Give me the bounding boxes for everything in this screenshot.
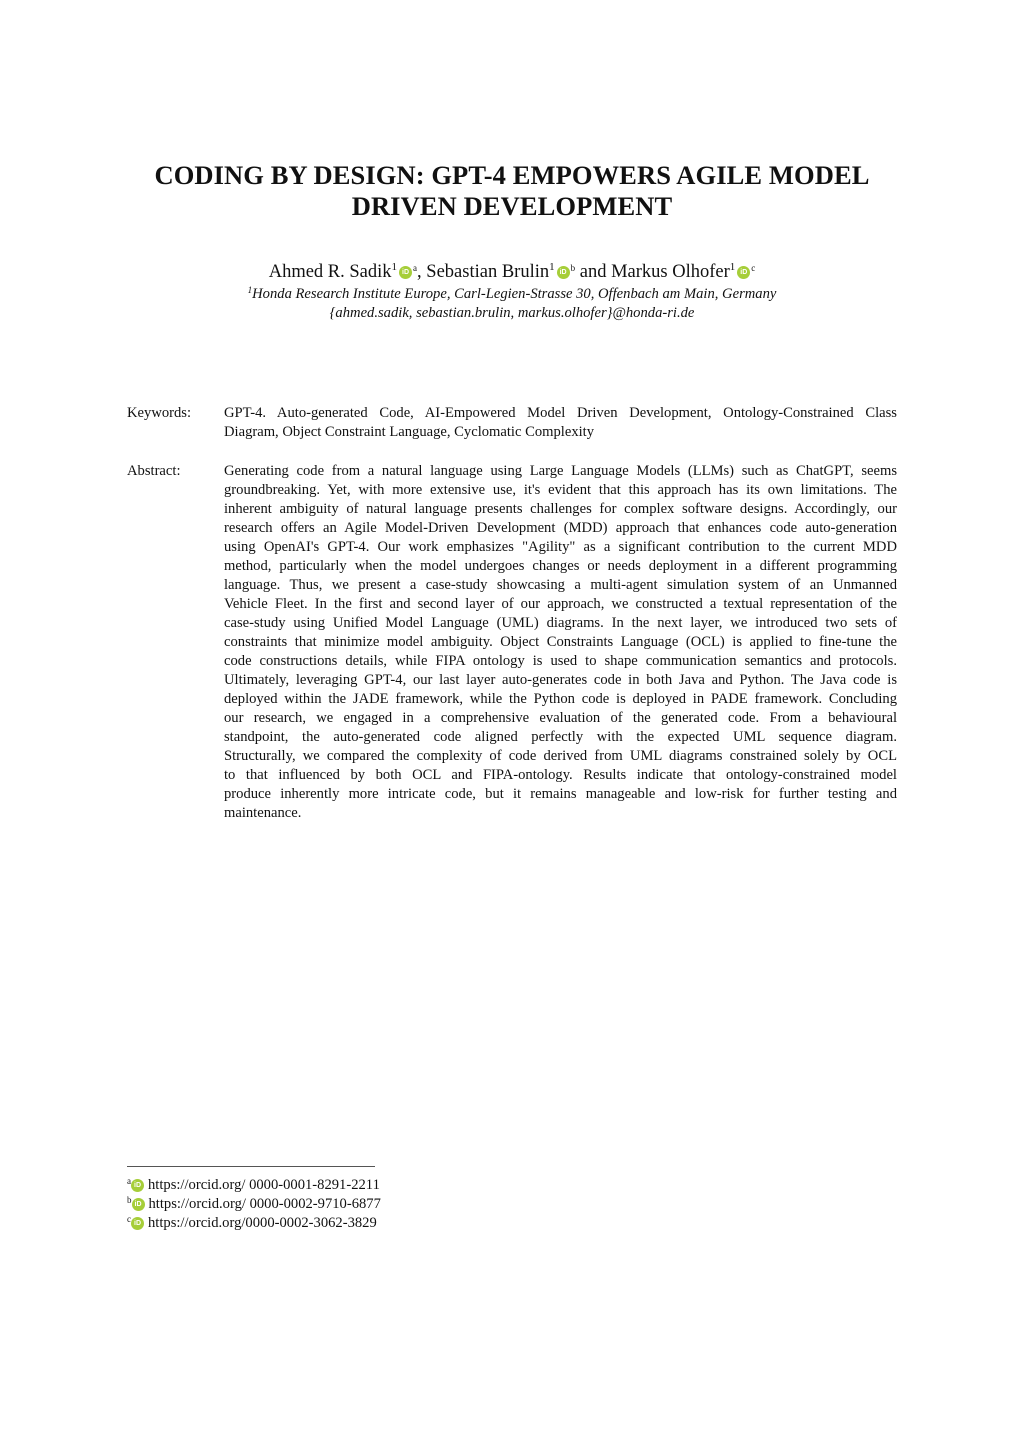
abstract-line: groundbreaking. Yet, with more extensive use, it's evident that this approach has its own limitations. The — [224, 482, 897, 498]
footnotes — [127, 1176, 381, 1233]
author-name: Markus Olhofer — [611, 262, 730, 282]
footnote-item — [127, 1195, 381, 1214]
abstract-line: to that influenced by both OCL and FIPA-ontology. Results indicate that ontology-constrained model — [224, 767, 897, 783]
footnote-item — [127, 1214, 381, 1233]
footnote-item — [127, 1176, 381, 1195]
footnote-marker: c — [751, 263, 756, 273]
affiliation-number: 1 — [247, 285, 253, 295]
orcid-icon: iD — [131, 1179, 144, 1192]
orcid-icon: iD — [132, 1198, 145, 1211]
orcid-icon[interactable]: iD — [737, 266, 750, 279]
affiliation-block — [100, 285, 924, 323]
abstract-line: our research, we engaged in a comprehensive evaluation of the generated code. From a behavioural — [224, 710, 897, 726]
keywords-line: Diagram, Object Constraint Language, Cyclomatic Complexity — [224, 424, 595, 440]
footnote-letter: a — [127, 1176, 131, 1186]
author-list — [100, 261, 924, 283]
author-separator: and — [575, 262, 612, 282]
affiliation-marker: 1 — [549, 261, 555, 273]
abstract-line: inherent ambiguity of natural language presents challenges for complex software designs. Accordingly, our — [224, 501, 897, 517]
orcid-link[interactable]: https://orcid.org/0000-0002-3062-3829 — [148, 1215, 377, 1231]
orcid-icon[interactable]: iD — [557, 266, 570, 279]
affiliation-marker: 1 — [391, 261, 398, 273]
abstract-line: Structurally, we compared the complexity of code derived from UML diagrams constrained solely by OCL — [224, 748, 897, 764]
orcid-link[interactable]: https://orcid.org/ 0000-0001-8291-2211 — [148, 1177, 380, 1193]
abstract-line: constraints that minimize model ambiguity. Object Constraints Language (OCL) is applied to fine-tune the — [224, 634, 897, 650]
footnote-marker: a — [413, 263, 418, 273]
abstract-line: maintenance. — [224, 805, 302, 821]
abstract-line: language. Thus, we present a case-study showcasing a multi-agent simulation system of an Unmanned — [224, 577, 897, 593]
author-separator: , — [417, 262, 427, 282]
affiliation-line — [100, 285, 924, 304]
footnote-letter: c — [127, 1214, 131, 1224]
orcid-icon[interactable]: iD — [399, 266, 412, 279]
abstract-line: using OpenAI's GPT-4. Our work emphasizes "Agility" as a significant contribution to the current MDD — [224, 539, 897, 555]
title-line-2: DRIVEN DEVELOPMENT — [351, 191, 673, 221]
keywords-line: GPT-4. Auto-generated Code, AI-Empowered Model Driven Development, Ontology-Constrained Class — [224, 405, 897, 421]
abstract-line: Vehicle Fleet. In the first and second layer of our approach, we constructed a textual representation of the — [224, 596, 897, 612]
author-emails: {ahmed.sadik, sebastian.brulin, markus.olhofer}@honda-ri.de — [329, 305, 695, 321]
footnote-divider — [127, 1166, 375, 1167]
abstract-line: deployed within the JADE framework, while the Python code is deployed in PADE framework. Concluding — [224, 691, 897, 707]
footnote-marker: b — [570, 263, 576, 273]
keywords-label: Keywords: — [127, 405, 192, 421]
abstract-line: code constructions details, while FIPA ontology is used to shape communication semantics and protocols. — [224, 653, 897, 669]
affiliation-text: Honda Research Institute Europe, Carl-Legien-Strasse 30, Offenbach am Main, Germany — [252, 286, 777, 302]
orcid-link[interactable]: https://orcid.org/ 0000-0002-9710-6877 — [148, 1196, 381, 1212]
keywords-text — [224, 404, 897, 442]
abstract-line: method, particularly when the model undergoes changes or needs deployment in a different programming — [224, 558, 897, 574]
abstract-text — [224, 462, 897, 823]
paper-title — [100, 160, 924, 222]
title-line-1: CODING BY DESIGN: GPT-4 EMPOWERS AGILE MODEL — [154, 160, 870, 190]
author-name: Ahmed R. Sadik — [268, 262, 392, 282]
orcid-icon: iD — [131, 1217, 144, 1230]
abstract-line: standpoint, the auto-generated code aligned perfectly with the expected UML sequence diagram. — [224, 729, 897, 745]
author-name: Sebastian Brulin — [426, 262, 550, 282]
abstract-line: Generating code from a natural language using Large Language Models (LLMs) such as ChatGPT, seems — [224, 463, 897, 479]
footnote-letter: b — [127, 1195, 132, 1205]
abstract-line: research offers an Agile Model-Driven Development (MDD) approach that enhances code auto-generation — [224, 520, 897, 536]
abstract-label: Abstract: — [127, 463, 181, 479]
abstract-line: Ultimately, leveraging GPT-4, our last layer auto-generates code in both Java and Python. The Java code is — [224, 672, 897, 688]
abstract-line: produce inherently more intricate code, but it remains manageable and low-risk for further testing and — [224, 786, 897, 802]
affiliation-marker: 1 — [729, 261, 736, 273]
abstract-line: case-study using Unified Model Language (UML) diagrams. In the next layer, we introduced two sets of — [224, 615, 897, 631]
